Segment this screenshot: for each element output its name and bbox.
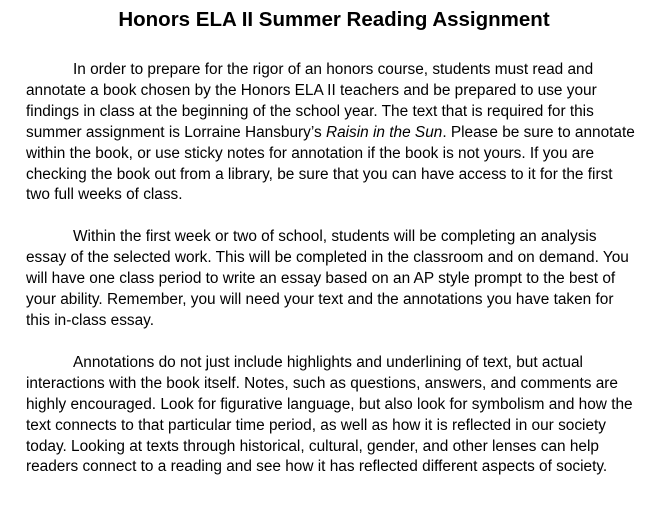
paragraph-annotations — [26, 353, 638, 478]
paragraph-text: . Please be sure to annotate within the book, or use sticky notes for annotation if the book is not yours. If you are checking the book out from a library, be sure that you can have access to it for the first two full weeks of class. — [26, 123, 635, 204]
paragraph-text: Within the first week or two of school, students will be completing an analysis essay of the selected work. This will be completed in the classroom and on demand. You will have one class period to write an essay based on an AP style prompt to the best of your ability. Remember, you will need your text and the annotations you have taken for this in-class essay. — [26, 228, 629, 329]
paragraph-text: In order to prepare for the rigor of an honors course, students must read and annotate a book chosen by the Honors ELA II teachers and be prepared to use your findings in class at the beginning of the school year. The text that is required for this summer assignment is Lorraine Hansbury’s — [26, 61, 597, 141]
paragraph-analysis-essay — [26, 227, 638, 332]
paragraph-summer-reading — [26, 60, 638, 206]
document-title: Honors ELA II Summer Reading Assignment — [118, 8, 550, 31]
paragraph-text: Annotations do not just include highlights and underlining of text, but actual interactions with the book itself. Notes, such as questions, answers, and comments are highly encouraged. Look for figurative language, but also look for symbolism and how the text connects to that particular time period, as well as how it is reflected in our society today. Looking at texts through historical, cultural, gender, and other lenses can help readers connect to a reading and see how it has reflected different aspects of society. — [26, 353, 633, 476]
book-title: Raisin in the Sun — [325, 123, 443, 141]
